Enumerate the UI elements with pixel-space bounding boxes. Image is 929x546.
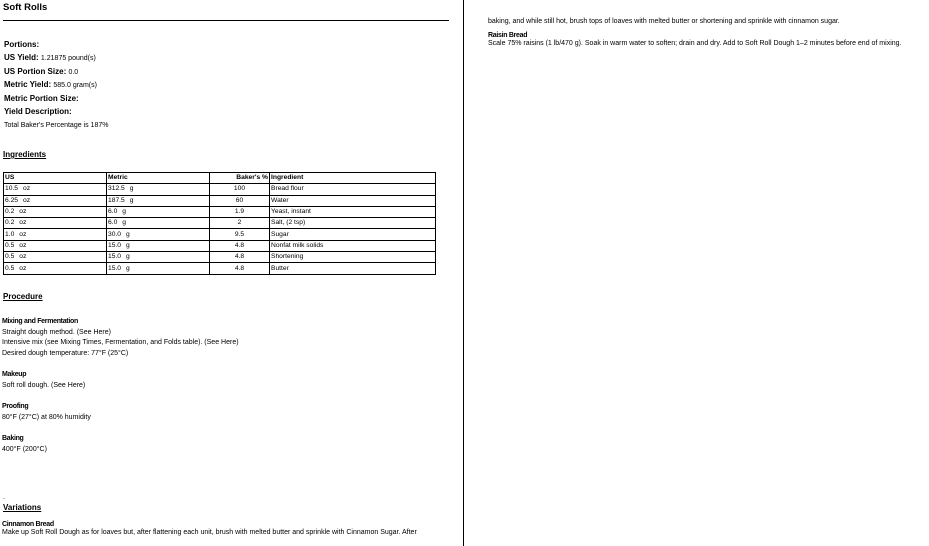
ingredients-table-body bbox=[4, 184, 436, 274]
mixing-line: Straight dough method. (See Here) bbox=[2, 328, 111, 336]
cell-ingredient: Nonfat milk solids bbox=[270, 240, 436, 251]
metric-amount: 30.0 bbox=[108, 230, 122, 238]
us-unit: oz bbox=[19, 219, 27, 227]
makeup-line: Soft roll dough. (See Here) bbox=[2, 381, 86, 389]
stray-mark: . bbox=[3, 494, 5, 501]
baking-section bbox=[2, 434, 47, 455]
us-unit: oz bbox=[19, 230, 27, 238]
us-amount: 1.0 bbox=[5, 230, 15, 238]
us-unit: oz bbox=[23, 196, 31, 204]
metric-unit: g bbox=[126, 241, 130, 249]
cell-bakers-percent: 100 bbox=[210, 184, 270, 195]
cell-ingredient: Salt, (2 tsp) bbox=[270, 218, 436, 229]
metric-amount: 6.0 bbox=[108, 219, 118, 227]
metric-portion-row bbox=[4, 93, 108, 106]
mixing-line: Desired dough temperature: 77°F (25°C) bbox=[2, 349, 129, 357]
cell-us bbox=[4, 263, 107, 274]
us-amount: 0.5 bbox=[5, 264, 15, 272]
cell-us bbox=[4, 229, 107, 240]
us-unit: oz bbox=[19, 208, 27, 216]
mixing-section bbox=[2, 317, 239, 359]
us-portion-row bbox=[4, 66, 108, 80]
us-amount: 0.5 bbox=[5, 241, 15, 249]
cell-metric bbox=[107, 184, 210, 195]
raisin-section bbox=[488, 32, 901, 48]
metric-portion-label: Metric Portion Size: bbox=[4, 94, 79, 104]
us-portion-value: 0.0 bbox=[68, 68, 79, 76]
cell-metric bbox=[107, 252, 210, 263]
table-row bbox=[4, 229, 436, 240]
right-page-column bbox=[464, 0, 929, 546]
cell-ingredient: Shortening bbox=[270, 252, 436, 263]
cell-bakers-percent: 4.8 bbox=[210, 263, 270, 274]
us-yield-label: US Yield: bbox=[4, 52, 39, 62]
cell-bakers-percent: 1.9 bbox=[210, 206, 270, 217]
makeup-title: Makeup bbox=[2, 371, 27, 378]
cell-metric bbox=[107, 229, 210, 240]
table-row bbox=[4, 218, 436, 229]
cell-metric bbox=[107, 263, 210, 274]
cell-bakers-percent: 4.8 bbox=[210, 252, 270, 263]
metric-amount: 15.0 bbox=[108, 264, 122, 272]
header-metric: Metric bbox=[107, 173, 210, 184]
table-row bbox=[4, 206, 436, 217]
table-row bbox=[4, 252, 436, 263]
bakers-percentage-total: Total Baker's Percentage is 187% bbox=[4, 121, 109, 129]
cinnamon-continued: baking, and while still hot, brush tops of loaves with melted butter or shortening and sprinkle with cinnamon sugar. bbox=[488, 18, 840, 25]
proofing-line: 80°F (27°C) at 80% humidity bbox=[2, 413, 91, 421]
proofing-title: Proofing bbox=[2, 403, 29, 410]
header-ingredient: Ingredient bbox=[270, 173, 436, 184]
metric-unit: g bbox=[129, 196, 134, 204]
metric-unit: g bbox=[122, 208, 127, 216]
metric-yield-row bbox=[4, 79, 108, 93]
yield-description-row bbox=[4, 106, 108, 119]
us-unit: oz bbox=[23, 185, 31, 193]
recipe-title: Soft Rolls bbox=[3, 2, 48, 13]
metric-amount: 312.5 bbox=[108, 185, 125, 193]
cinnamon-title: Cinnamon Bread bbox=[2, 521, 54, 528]
mixing-title: Mixing and Fermentation bbox=[2, 318, 78, 325]
mixing-line: Intensive mix (see Mixing Times, Fermentation, and Folds table). (See Here) bbox=[2, 339, 239, 346]
table-row bbox=[4, 263, 436, 274]
cell-bakers-percent: 4.8 bbox=[210, 240, 270, 251]
metric-amount: 15.0 bbox=[108, 253, 122, 261]
yield-block bbox=[4, 39, 108, 133]
us-amount: 0.5 bbox=[5, 253, 15, 261]
raisin-title: Raisin Bread bbox=[488, 32, 528, 39]
cell-ingredient: Yeast, instant bbox=[270, 206, 436, 217]
header-us: US bbox=[4, 173, 107, 184]
metric-unit: g bbox=[126, 253, 130, 261]
yield-description-label: Yield Description: bbox=[4, 106, 72, 116]
metric-unit: g bbox=[126, 264, 130, 272]
ingredients-heading: Ingredients bbox=[3, 150, 47, 159]
cell-ingredient: Sugar bbox=[270, 229, 436, 240]
cell-metric bbox=[107, 206, 210, 217]
procedure-heading: Procedure bbox=[3, 292, 43, 301]
metric-amount: 6.0 bbox=[108, 208, 118, 216]
raisin-text: Scale 75% raisins (1 lb/470 g). Soak in warm water to soften; drain and dry. Add to Soft Roll Dough 1–2 minutes before end of mixing. bbox=[488, 40, 902, 47]
cell-bakers-percent: 2 bbox=[210, 218, 270, 229]
cell-metric bbox=[107, 218, 210, 229]
baking-line: 400°F (200°C) bbox=[2, 445, 47, 453]
table-header-row bbox=[4, 173, 436, 184]
us-unit: oz bbox=[19, 253, 27, 261]
metric-unit: g bbox=[122, 219, 127, 227]
cell-us bbox=[4, 218, 107, 229]
metric-amount: 15.0 bbox=[108, 241, 122, 249]
cinnamon-text: Make up Soft Roll Dough as for loaves but, after flattening each unit, brush with melted butter and sprinkle with Cinnamon Sugar. After bbox=[2, 529, 417, 536]
us-amount: 0.2 bbox=[5, 208, 15, 216]
cell-metric bbox=[107, 195, 210, 206]
left-page-column bbox=[0, 0, 463, 546]
table-row bbox=[4, 195, 436, 206]
cell-metric bbox=[107, 240, 210, 251]
us-amount: 10.5 bbox=[5, 185, 19, 193]
portions-label: Portions: bbox=[4, 40, 40, 49]
cell-us bbox=[4, 206, 107, 217]
cell-bakers-percent: 60 bbox=[210, 195, 270, 206]
variations-heading: Variations bbox=[3, 503, 42, 512]
us-yield-value: 1.21875 pound(s) bbox=[40, 54, 96, 62]
us-yield-row bbox=[4, 52, 108, 66]
cell-ingredient: Butter bbox=[270, 263, 436, 274]
us-portion-label: US Portion Size: bbox=[4, 66, 67, 76]
table-row bbox=[4, 184, 436, 195]
cell-ingredient: Bread flour bbox=[270, 184, 436, 195]
cell-bakers-percent: 9.5 bbox=[210, 229, 270, 240]
metric-yield-value: 585.0 gram(s) bbox=[53, 82, 97, 90]
table-row bbox=[4, 240, 436, 251]
metric-unit: g bbox=[126, 230, 130, 238]
cell-us bbox=[4, 240, 107, 251]
baking-title: Baking bbox=[2, 435, 24, 442]
us-amount: 0.2 bbox=[5, 219, 15, 227]
makeup-section bbox=[2, 370, 85, 391]
cell-us bbox=[4, 252, 107, 263]
title-divider bbox=[3, 20, 449, 21]
ingredients-table bbox=[3, 172, 436, 275]
cinnamon-section bbox=[2, 521, 417, 537]
us-amount: 6.25 bbox=[5, 196, 19, 204]
metric-amount: 187.5 bbox=[108, 196, 125, 204]
cell-us bbox=[4, 195, 107, 206]
metric-unit: g bbox=[129, 185, 134, 193]
us-unit: oz bbox=[19, 264, 27, 272]
portions-row bbox=[4, 39, 108, 52]
cell-us bbox=[4, 184, 107, 195]
proofing-section bbox=[2, 402, 91, 423]
metric-yield-label: Metric Yield: bbox=[4, 80, 52, 90]
header-bakers-percent: Baker's % bbox=[210, 173, 270, 184]
cell-ingredient: Water bbox=[270, 195, 436, 206]
us-unit: oz bbox=[19, 241, 27, 249]
